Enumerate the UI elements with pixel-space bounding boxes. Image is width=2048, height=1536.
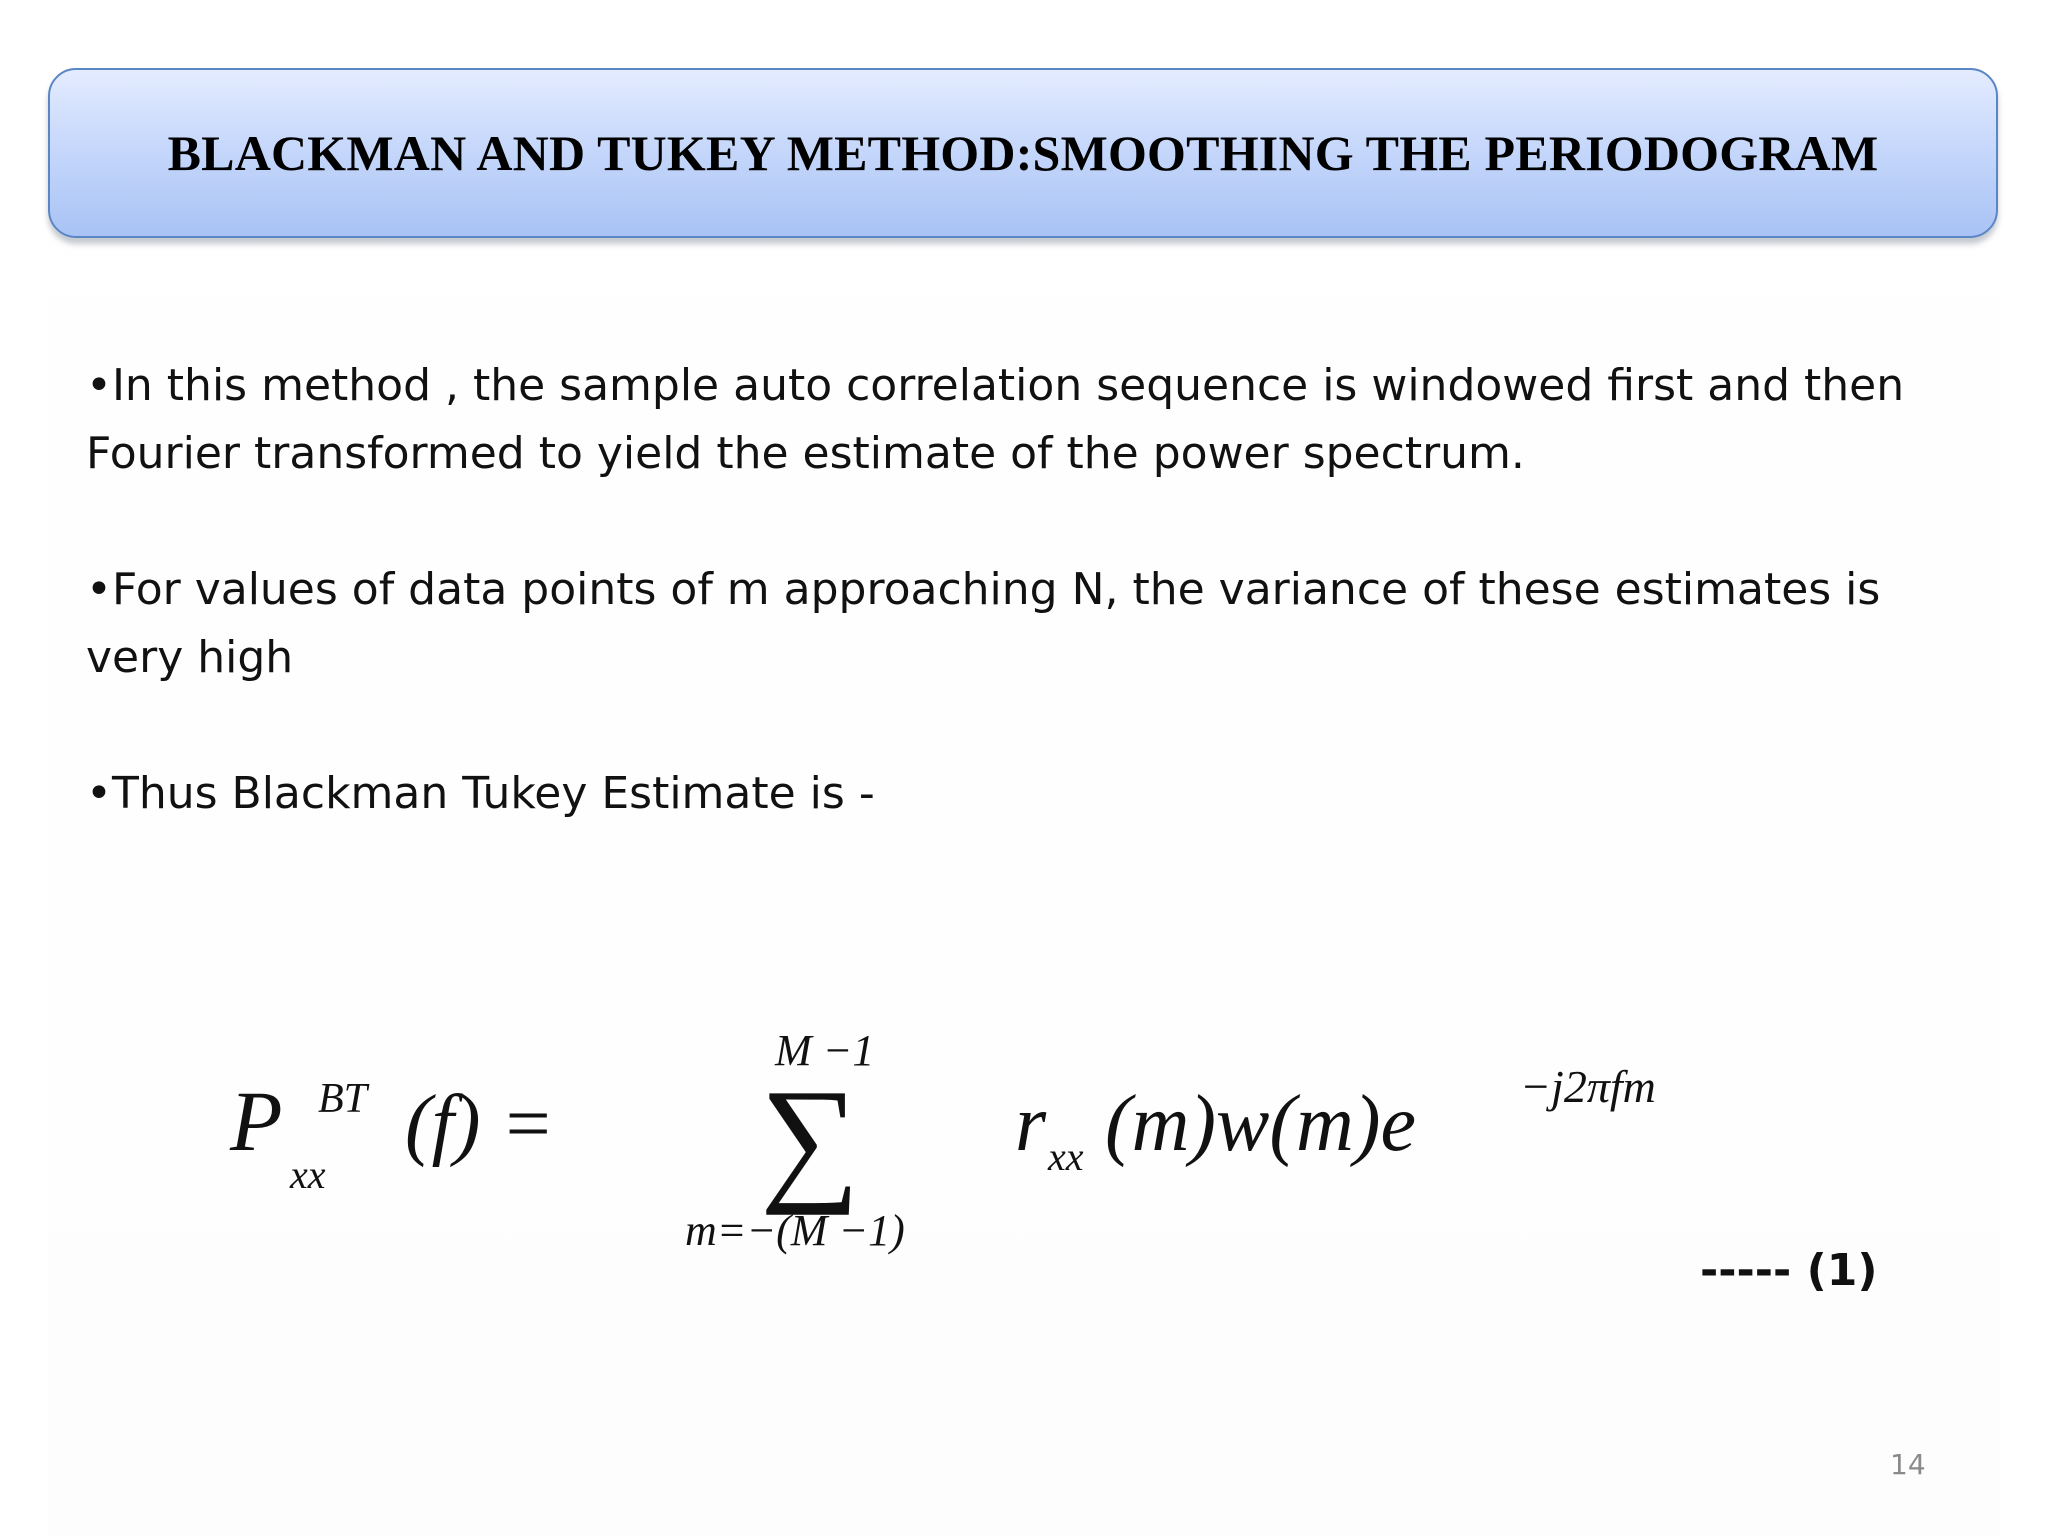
summation-symbol: ∑: [760, 1061, 860, 1216]
title-banner: [48, 68, 1998, 238]
bullet-item-method: •In this method , the sample auto correlation sequence is windowed first and then Fourier transformed to yield the estimate of the power spectrum.: [86, 360, 1905, 479]
equation-number: ----- (1): [1700, 1245, 1878, 1296]
page-number: 14: [1890, 1448, 1926, 1481]
bullet-item-estimate: •Thus Blackman Tukey Estimate is -: [86, 768, 875, 819]
bullet-item-variance: •For values of data points of m approaching N, the variance of these estimates is very high: [86, 564, 1881, 683]
equation-r-subscript: xx: [1048, 1134, 1084, 1179]
slide-title: BLACKMAN AND TUKEY METHOD:SMOOTHING THE PERIODOGRAM: [167, 125, 1879, 181]
equation-sum-upper-limit: M −1: [775, 1026, 875, 1075]
equation-body: (m)w(m)e: [1105, 1080, 1416, 1168]
equation-r-symbol: r: [1015, 1080, 1047, 1168]
equation-exponent: −j2πfm: [1520, 1061, 1656, 1112]
equation-sum-lower-limit: m=−(M −1): [685, 1206, 905, 1255]
equation-bt-superscript: BT: [318, 1076, 368, 1122]
bullet-list: [86, 352, 1906, 828]
equation-p-symbol: P: [230, 1073, 283, 1169]
equation-argument: (f) =: [405, 1080, 555, 1168]
equation-xx-subscript: xx: [290, 1152, 326, 1197]
blackman-tukey-equation: [220, 1020, 1860, 1280]
